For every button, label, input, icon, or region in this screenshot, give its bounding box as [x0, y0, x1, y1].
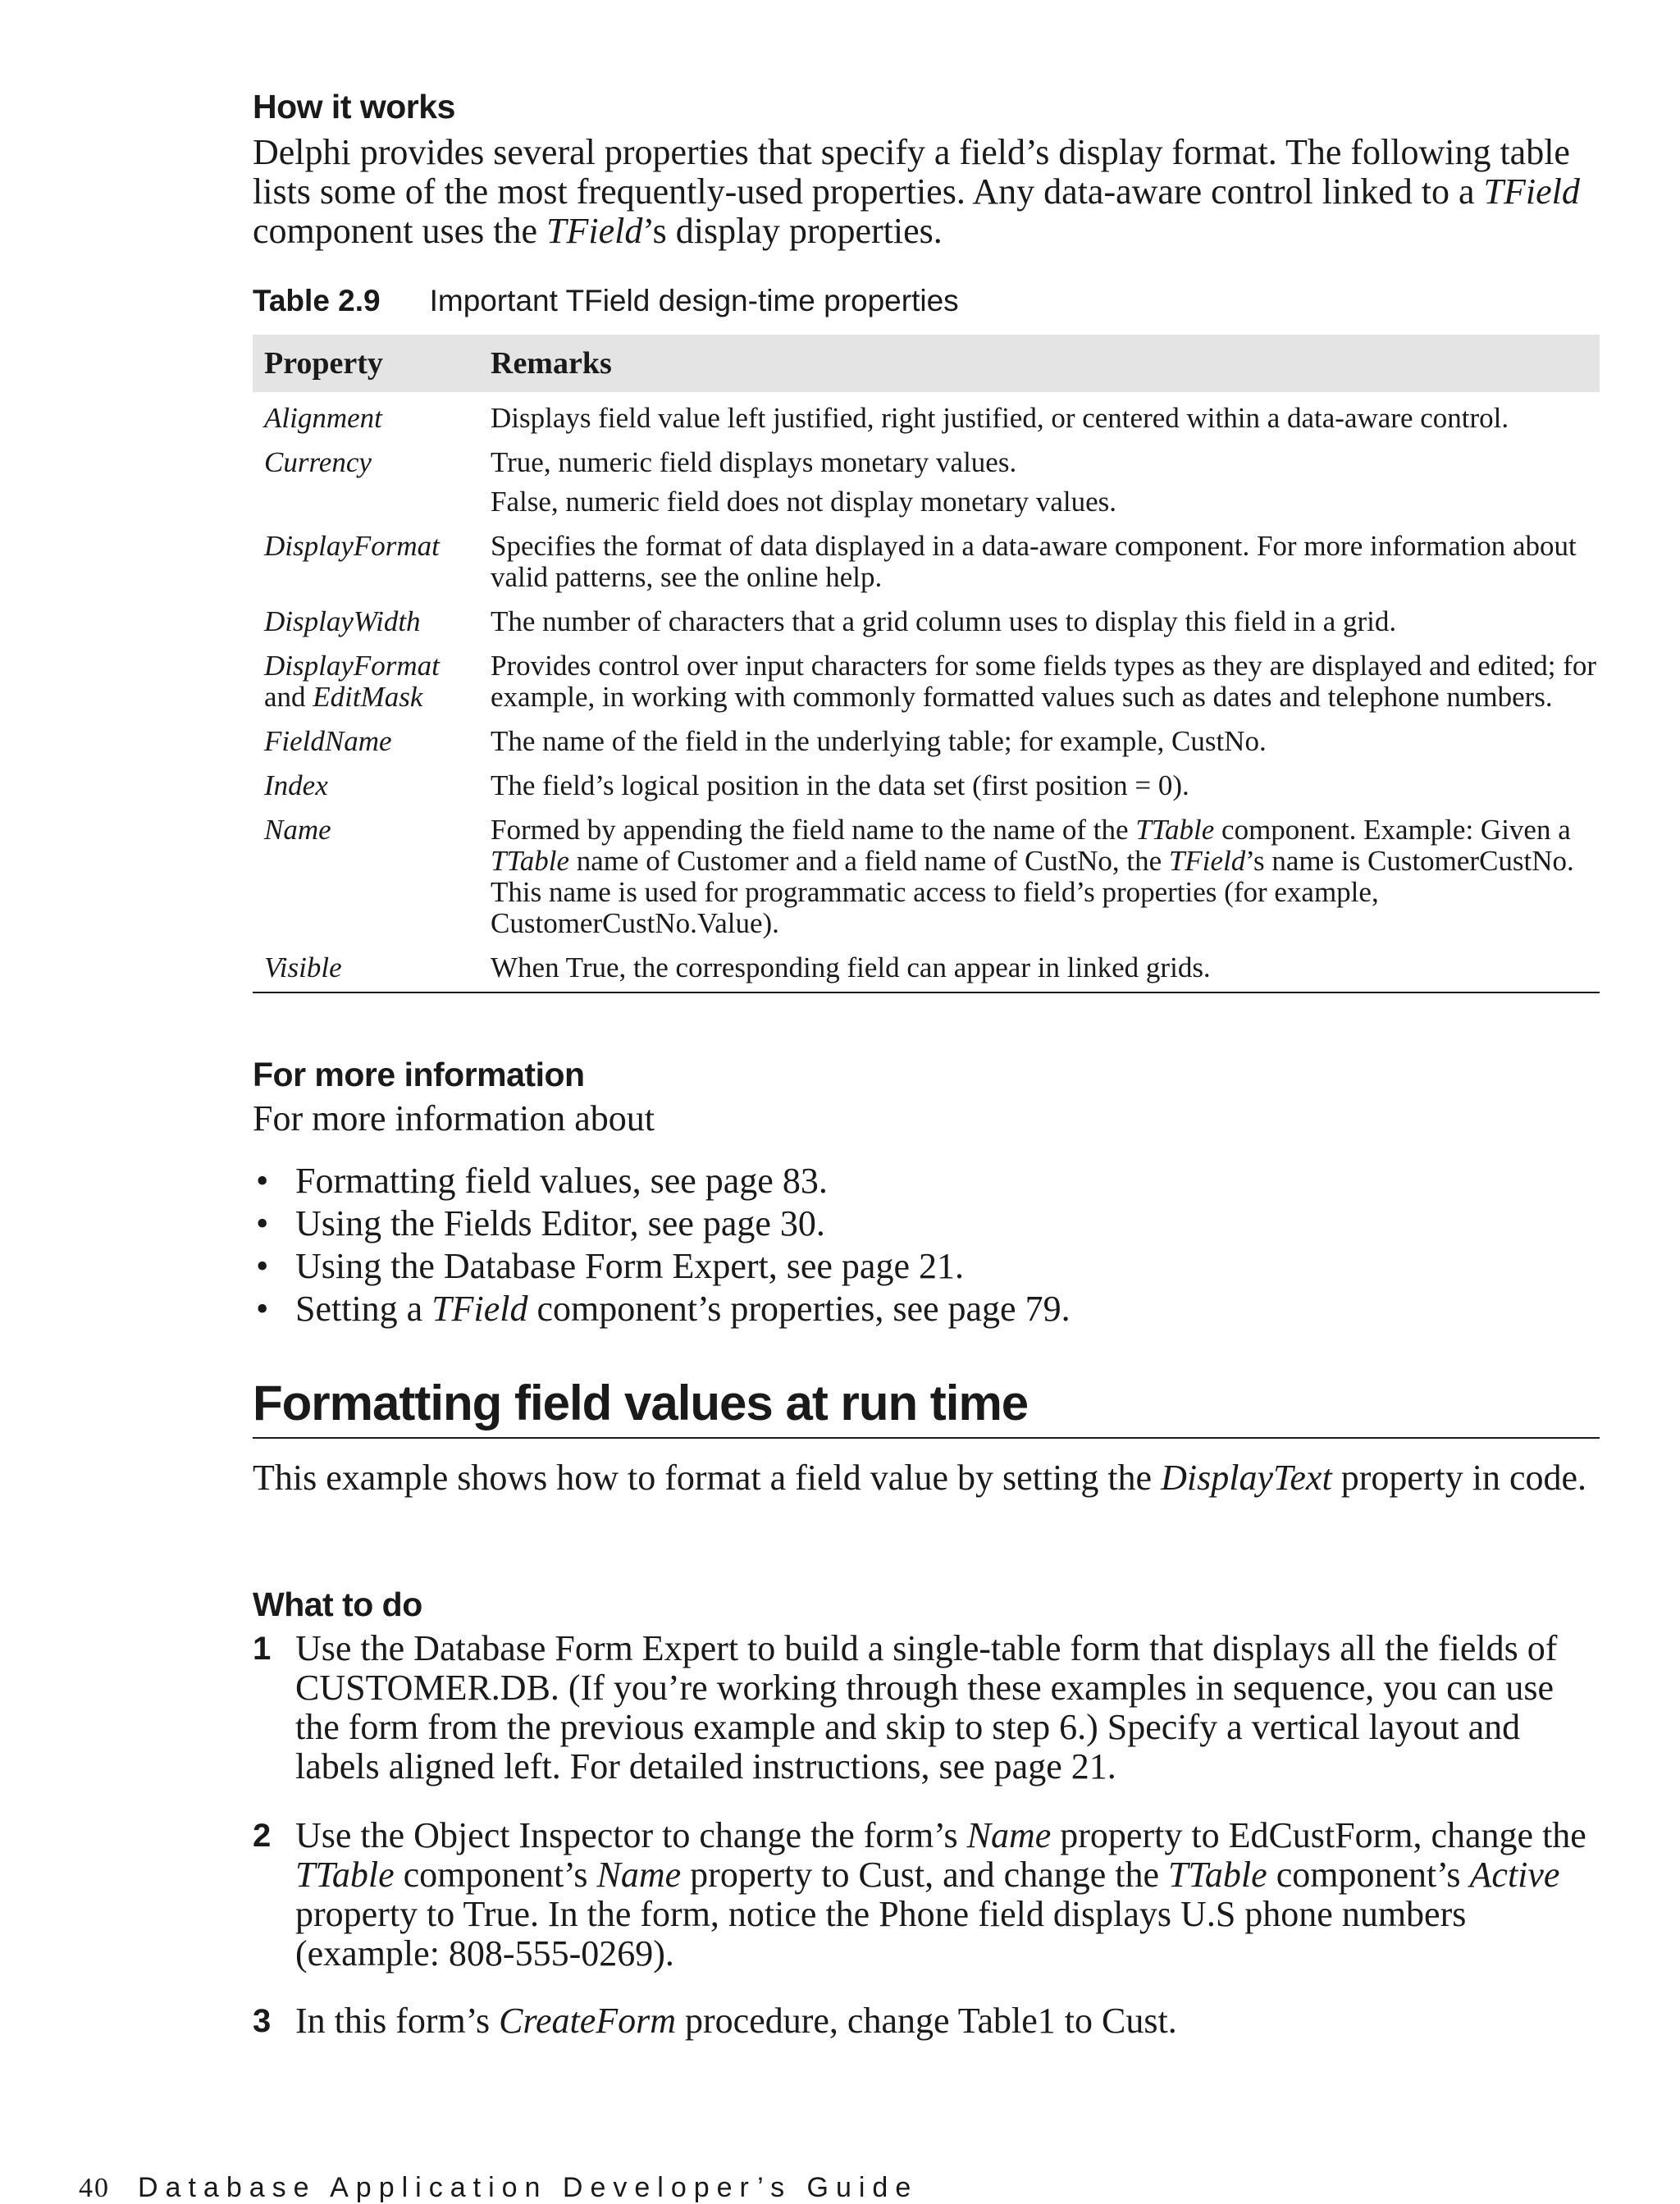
property-cell: Currency — [264, 446, 372, 478]
section-intro: This example shows how to format a field value by setting the DisplayText property in code. — [253, 1458, 1587, 1498]
table-caption — [253, 284, 1598, 318]
list-item: • Using the Fields Editor, see page 30. — [256, 1203, 825, 1243]
remarks-cell: Provides control over input characters for some fields types as they are displayed and edited; for example, in working with commonly formatted values such as dates and telephone numbers. — [491, 650, 1597, 713]
table-row — [253, 760, 1600, 804]
step-number: 3 — [253, 2003, 272, 2039]
more-info-heading: For more information — [253, 1056, 585, 1093]
property-cell: FieldName — [264, 725, 392, 757]
footer-title: Database Application Developer’s Guide — [138, 2172, 919, 2203]
step-text: Use the Object Inspector to change the form’s Name property to EdCustForm, change the TTable component’s Name property to Cust, and change the TTable component’s Active property to True. In the form, notice the Phone field displays U.S phone numbers (example: 808-555-0269). — [295, 1815, 1586, 1974]
more-info-intro: For more information about — [253, 1098, 655, 1139]
step-text: Use the Database Form Expert to build a single-table form that displays all the fields of CUSTOMER.DB. (If you’re working through these examples in sequence, you can use the form from the previous example and skip to step 6.) Specify a vertical layout and labels aligned left. For detailed instructions, see page 21. — [295, 1628, 1558, 1786]
property-cell: Alignment — [264, 402, 382, 434]
bullet-icon: • — [256, 1203, 269, 1243]
page-footer — [79, 2172, 918, 2204]
table-caption-title: Important TField design-time properties — [429, 284, 959, 317]
table-row — [253, 715, 1600, 760]
what-to-do-heading: What to do — [253, 1586, 422, 1623]
table-row — [253, 640, 1600, 715]
step-number: 1 — [253, 1631, 272, 1667]
property-cell: DisplayFormat — [264, 530, 440, 562]
table-row — [253, 520, 1600, 595]
list-item: • Formatting field values, see page 83. — [256, 1161, 828, 1201]
table-row — [253, 595, 1600, 640]
table-row — [253, 804, 1600, 942]
property-cell: DisplayWidth — [264, 605, 421, 637]
property-cell: Index — [264, 769, 328, 801]
how-it-works-heading: How it works — [253, 88, 455, 125]
remarks-cell: The name of the field in the underlying table; for example, CustNo. — [491, 725, 1267, 757]
bullet-icon: • — [256, 1289, 269, 1329]
more-info-list — [253, 1160, 1598, 1330]
page-number: 40 — [79, 2173, 110, 2203]
column-header-property: Property — [253, 335, 491, 392]
table-row — [253, 392, 1600, 436]
step-number: 2 — [253, 1818, 272, 1854]
how-it-works-paragraph: Delphi provides several properties that specify a field’s display format. The following table lists some of the most frequently-used properties. Any data-aware control linked to a TField component uses the TField’s display properties. — [253, 132, 1580, 251]
remarks-cell: Formed by appending the field name to the name of the TTable component. Example: Given a TTable name of Customer and a field name of CustNo, the TField’s name is CustomerCustNo. This name is used for programmatic access to field’s properties (for example, CustomerCustNo.Value). — [491, 814, 1574, 939]
section-rule — [253, 1437, 1600, 1439]
section-title: Formatting field values at run time — [253, 1376, 1029, 1431]
bullet-icon: • — [256, 1246, 269, 1286]
step-2 — [253, 1816, 1600, 1974]
remarks-cell: When True, the corresponding field can appear in linked grids. — [491, 942, 1600, 992]
column-header-remarks: Remarks — [491, 335, 1600, 392]
properties-table — [253, 335, 1600, 993]
bullet-icon: • — [256, 1161, 269, 1201]
list-item: • Setting a TField component’s properties, see page 79. — [256, 1289, 1071, 1329]
step-3 — [253, 2001, 1600, 2041]
property-cell: Visible — [253, 942, 491, 992]
remarks-cell: Displays field value left justified, right justified, or centered within a data-aware control. — [491, 402, 1509, 434]
step-1 — [253, 1629, 1600, 1786]
table-header-row — [253, 335, 1600, 392]
remarks-cell: True, numeric field displays monetary values. False, numeric field does not display monetary values. — [491, 446, 1117, 518]
table-row — [253, 942, 1600, 992]
list-item: • Using the Database Form Expert, see page 21. — [256, 1246, 964, 1286]
remarks-cell: Specifies the format of data displayed in a data-aware component. For more information about valid patterns, see the online help. — [491, 530, 1577, 593]
property-cell: Name — [264, 814, 331, 846]
remarks-cell: The number of characters that a grid column uses to display this field in a grid. — [491, 605, 1397, 637]
table-caption-label: Table 2.9 — [253, 284, 381, 317]
table-row — [253, 436, 1600, 520]
step-text: In this form’s CreateForm procedure, change Table1 to Cust. — [295, 2001, 1177, 2041]
remarks-cell: The field’s logical position in the data set (first position = 0). — [491, 769, 1189, 801]
property-cell: DisplayFormat and EditMask — [264, 650, 440, 713]
